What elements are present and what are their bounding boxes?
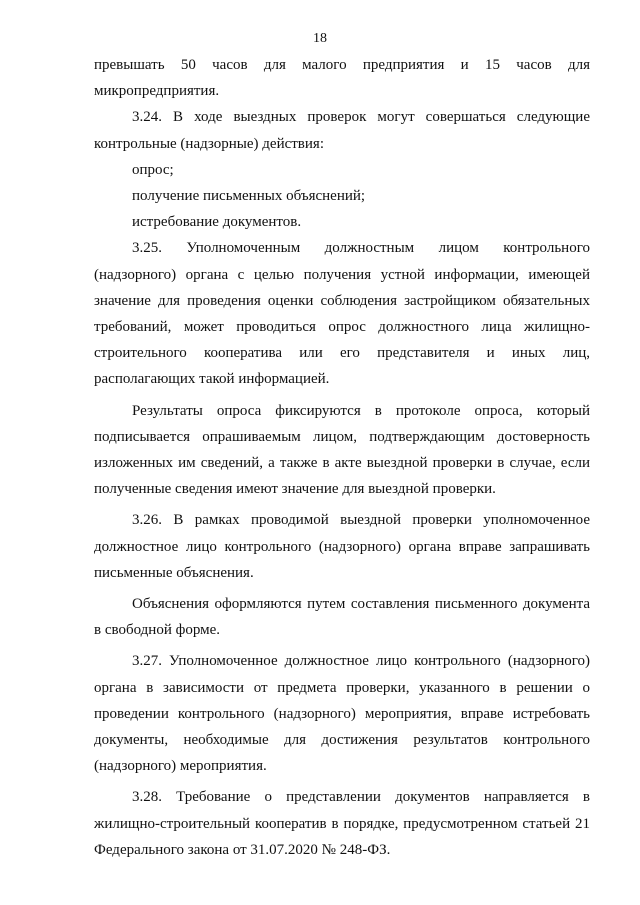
paragraph-3-24: 3.24. В ходе выездных проверок могут совершаться следующие контрольные (надзорные) действия: — [94, 109, 590, 152]
list-item-written-explanations: получение письменных объяснений; — [132, 188, 366, 205]
paragraph-3-28: 3.28. Требование о представлении документов направляется в жилищно-строительный кооператив в порядке, предусмотренном статьей 21 Федерального закона от 31.07.2020 № 248-ФЗ. — [94, 789, 590, 858]
paragraph-explanations-form: Объяснения оформляются путем составления письменного документа в свободной форме. — [94, 596, 590, 639]
paragraph-3-27: 3.27. Уполномоченное должностное лицо контрольного (надзорного) органа в зависимости от предмета проверки, указанного в решении о проведении контрольного (надзорного) мероприятия, вправе истребовать документы, необходимые для достижения результатов контрольного (надзорного) мероприятия. — [94, 653, 590, 775]
document-body — [94, 52, 590, 863]
page-number: 18 — [313, 31, 327, 46]
paragraph-3-25: 3.25. Уполномоченным должностным лицом контрольного (надзорного) органа с целью получения устной информации, имеющей значение для проведения оценки соблюдения застройщиком обязательных требований, может проводиться опрос должностного лица жилищно-строительного кооператива или его представителя и иных лиц, располагающих такой информацией. — [94, 240, 590, 388]
list-item-document-request: истребование документов. — [132, 214, 302, 231]
list-item-survey: опрос; — [132, 161, 174, 178]
paragraph-3-26: 3.26. В рамках проводимой выездной проверки уполномоченное должностное лицо контрольного (надзорного) органа вправе запрашивать письменные объяснения. — [94, 512, 590, 581]
paragraph-survey-results: Результаты опроса фиксируются в протоколе опроса, который подписывается опрашиваемым лицом, подтверждающим достоверность изложенных им сведений, а также в акте выездной проверки в случае, если полученные сведения имеют значение для выездной проверки. — [94, 402, 590, 498]
paragraph-continuation: превышать 50 часов для малого предприятия и 15 часов для микропредприятия. — [94, 57, 590, 100]
